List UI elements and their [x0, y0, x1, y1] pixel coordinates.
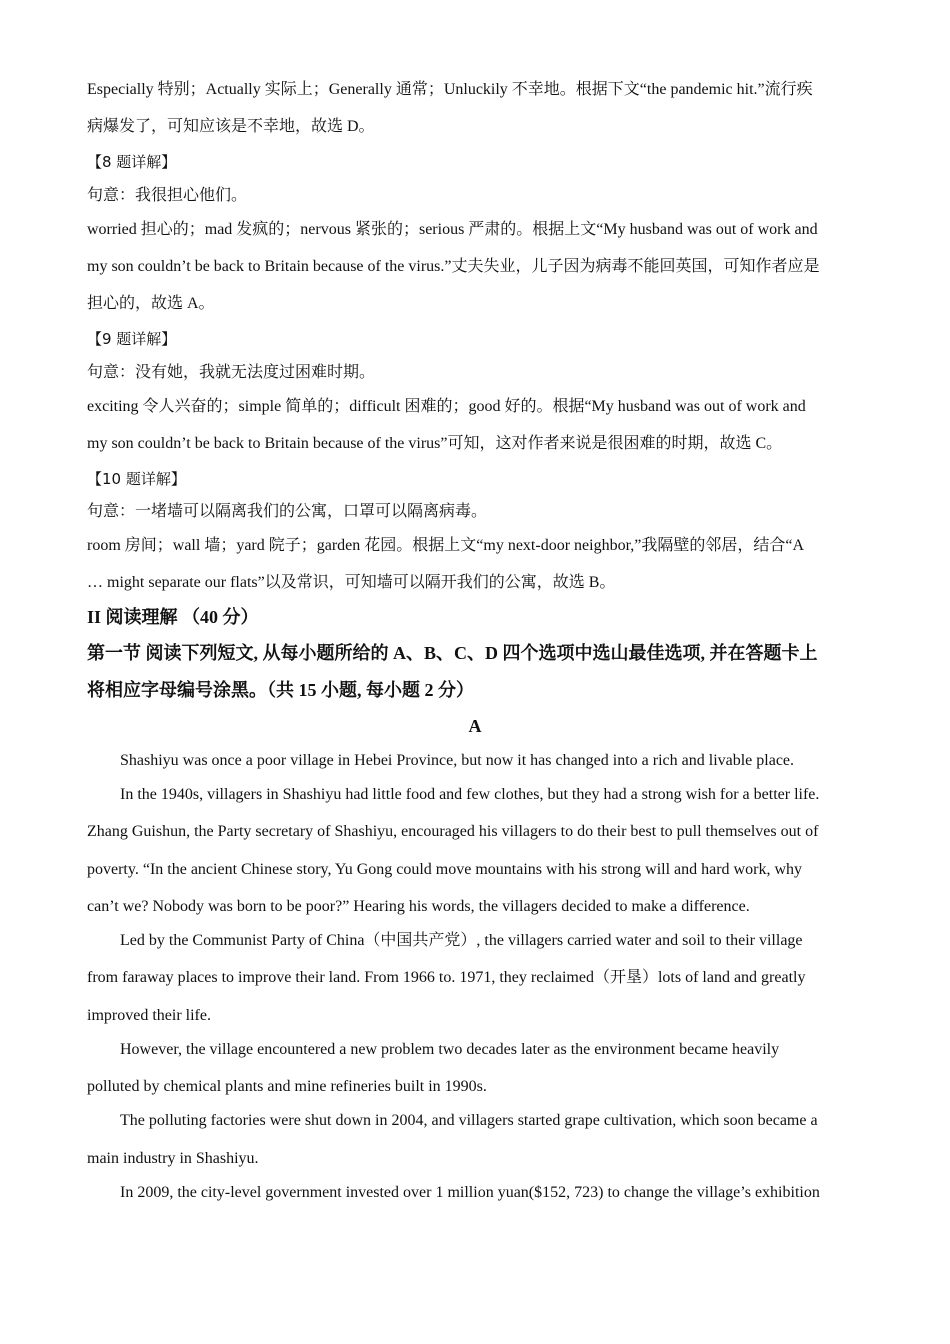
passage-line: improved their life.	[87, 1007, 211, 1024]
passage-line: polluted by chemical plants and mine refineries built in 1990s.	[87, 1078, 487, 1095]
text-line: 句意：没有她，我就无法度过困难时期。	[87, 364, 376, 381]
text-line: 句意：一堵墙可以隔离我们的公寓，口罩可以隔离病毒。	[87, 503, 488, 520]
passage-line: In 2009, the city-level government invested over 1 million yuan($152, 723) to change the village’s exhibition	[120, 1184, 820, 1201]
text-line: my son couldn’t be back to Britain because of the virus”可知，这对作者来说是很困难的时期，故选 C。	[87, 435, 783, 452]
section-heading: 【8 题详解】	[87, 153, 177, 171]
passage-line: can’t we? Nobody was born to be poor?” Hearing his words, the villagers decided to make a difference.	[87, 898, 750, 915]
instruction-line: 将相应字母编号涂黑。（共 15 小题, 每小题 2 分）	[87, 680, 474, 700]
passage-line: Zhang Guishun, the Party secretary of Shashiyu, encouraged his villagers to do their best to pull themselves out of	[87, 823, 819, 840]
passage-line: main industry in Shashiyu.	[87, 1150, 259, 1167]
text-line: 病爆发了，可知应该是不幸地，故选 D。	[87, 118, 375, 135]
passage-line: poverty. “In the ancient Chinese story, Yu Gong could move mountains with his strong will and hard work, why	[87, 861, 802, 878]
section-heading: 【10 题详解】	[87, 470, 186, 488]
text-line: room 房间；wall 墙；yard 院子；garden 花园。根据上文“my next-door neighbor,”我隔壁的邻居，结合“A	[87, 537, 805, 554]
part-heading: II 阅读理解 （40 分）	[87, 607, 259, 627]
text-line: 担心的，故选 A。	[87, 295, 215, 312]
passage-line: However, the village encountered a new problem two decades later as the environment became heavily	[120, 1041, 780, 1058]
passage-title: A	[468, 716, 482, 736]
passage-line: Shashiyu was once a poor village in Hebei Province, but now it has changed into a rich and livable place.	[120, 752, 795, 769]
passage-line: Led by the Communist Party of China（中国共产党）, the villagers carried water and soil to their village	[120, 932, 803, 949]
passage-line: In the 1940s, villagers in Shashiyu had little food and few clothes, but they had a strong wish for a better life.	[120, 786, 820, 803]
passage-line: from faraway places to improve their land. From 1966 to. 1971, they reclaimed（开垦）lots of land and greatly	[87, 969, 806, 986]
text-line: my son couldn’t be back to Britain because of the virus.”丈夫失业，儿子因为病毒不能回英国，可知作者应是	[87, 258, 820, 275]
section-heading: 【9 题详解】	[87, 330, 177, 348]
passage-line: The polluting factories were shut down in 2004, and villagers started grape cultivation, which soon became a	[120, 1112, 818, 1129]
text-line: … might separate our flats”以及常识，可知墙可以隔开我们的公寓，故选 B。	[87, 574, 616, 591]
instruction-line: 第一节 阅读下列短文, 从每小题所给的 A、B、C、D 四个选项中选山最佳选项, 并在答题卡上	[87, 643, 818, 663]
text-line: Especially 特别；Actually 实际上；Generally 通常；Unluckily 不幸地。根据下文“the pandemic hit.”流行疾	[87, 81, 813, 98]
text-line: 句意：我很担心他们。	[87, 187, 248, 204]
text-line: worried 担心的；mad 发疯的；nervous 紧张的；serious 严肃的。根据上文“My husband was out of work and	[87, 221, 818, 238]
text-line: exciting 令人兴奋的；simple 简单的；difficult 困难的；good 好的。根据“My husband was out of work and	[87, 398, 806, 415]
